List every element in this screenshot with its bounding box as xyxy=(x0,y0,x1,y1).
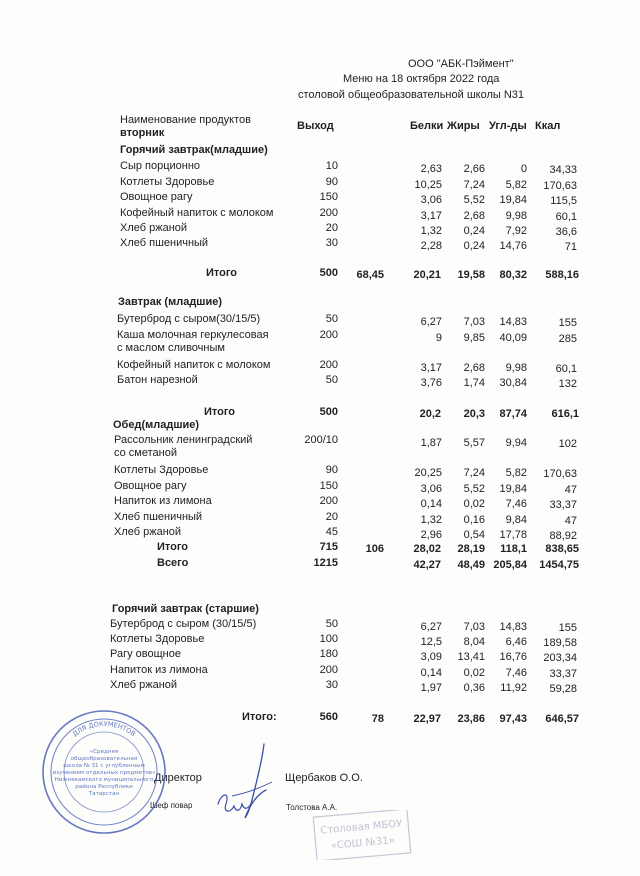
item-carbs: 6,46 xyxy=(505,636,527,648)
signature-image xyxy=(212,742,282,822)
item-protein: 1,32 xyxy=(420,225,442,237)
total-output: 715 xyxy=(319,541,338,553)
item-name: Бутерброд с сыром(30/15/5) xyxy=(117,313,261,325)
total-fat: 28,19 xyxy=(457,543,485,555)
item-output: 200 xyxy=(319,329,338,341)
item-name: Кофейный напиток с молоком xyxy=(117,359,271,371)
item-name: Хлеб ржаной xyxy=(114,526,182,538)
item-carbs: 14,83 xyxy=(499,316,527,328)
item-protein: 6,27 xyxy=(420,316,442,328)
item-name: Кофейный напиток с молоком xyxy=(120,207,274,219)
total-carbs: 87,74 xyxy=(499,408,527,420)
item-name-continued: со сметаной xyxy=(114,447,177,459)
item-name: Хлеб ржаной xyxy=(110,679,178,691)
total-price: 78 xyxy=(371,713,384,725)
item-carbs: 19,84 xyxy=(499,194,527,206)
item-output: 150 xyxy=(319,191,338,203)
item-protein: 1,97 xyxy=(420,682,442,694)
column-header-fat: Жиры xyxy=(447,120,480,132)
item-kcal: 155 xyxy=(558,622,577,634)
stamp-line: района Республики xyxy=(75,784,133,790)
item-protein: 3,06 xyxy=(420,483,442,495)
item-fat: 0,16 xyxy=(463,514,485,526)
item-carbs: 40,09 xyxy=(499,332,527,344)
item-output: 30 xyxy=(325,237,338,249)
total-protein: 42,27 xyxy=(413,559,441,571)
total-carbs: 205,84 xyxy=(493,559,527,571)
school-name: столовой общеобразовательной школы N31 xyxy=(298,89,525,101)
item-fat: 13,41 xyxy=(457,651,485,663)
item-kcal: 115,5 xyxy=(550,195,577,207)
item-carbs: 0 xyxy=(520,163,527,175)
item-protein: 20,25 xyxy=(414,467,442,479)
item-output: 90 xyxy=(325,464,338,476)
item-output: 50 xyxy=(325,313,338,325)
item-name: Рагу овощное xyxy=(110,648,181,660)
item-kcal: 60,1 xyxy=(555,211,577,223)
item-carbs: 5,82 xyxy=(505,179,527,191)
section-title: Горячий завтрак (старшие) xyxy=(112,603,259,615)
weekday-label: вторник xyxy=(120,127,165,139)
org-name: ООО "АБК-Пэймент" xyxy=(408,58,514,70)
director-label: Директор xyxy=(154,772,202,784)
item-fat: 0,02 xyxy=(463,498,485,510)
total-fat: 48,49 xyxy=(457,559,485,571)
total-output: 500 xyxy=(319,406,338,418)
item-carbs: 30,84 xyxy=(499,377,527,389)
item-kcal: 47 xyxy=(564,515,577,527)
item-name: Овощное рагу xyxy=(114,480,187,492)
item-fat: 7,24 xyxy=(463,467,485,479)
total-fat: 23,86 xyxy=(457,713,485,725)
item-protein: 6,27 xyxy=(420,621,442,633)
item-output: 100 xyxy=(319,633,338,645)
item-fat: 5,52 xyxy=(463,194,485,206)
item-output: 200 xyxy=(319,359,338,371)
item-name: Хлеб ржаной xyxy=(120,222,188,234)
item-kcal: 60,1 xyxy=(555,363,577,375)
column-header-protein: Белки xyxy=(410,120,444,132)
item-kcal: 33,37 xyxy=(549,499,577,511)
item-output: 200 xyxy=(319,207,338,219)
item-name: Бутерброд с сыром (30/15/5) xyxy=(110,618,257,630)
total-protein: 28,02 xyxy=(413,543,441,555)
item-name-continued: с маслом сливочным xyxy=(117,342,225,354)
item-kcal: 36,6 xyxy=(555,226,577,238)
column-header-output: Выход xyxy=(297,120,334,132)
total-kcal: 588,16 xyxy=(545,269,579,281)
item-output: 90 xyxy=(325,176,338,188)
column-header-name: Наименование продуктов xyxy=(120,114,251,126)
total-kcal: 1454,75 xyxy=(539,559,579,571)
item-name: Батон нарезной xyxy=(117,374,198,386)
item-protein: 2,96 xyxy=(420,529,442,541)
item-carbs: 9,94 xyxy=(505,437,527,449)
item-output: 200 xyxy=(319,664,338,676)
item-kcal: 132 xyxy=(558,378,577,390)
item-name: Котлеты Здоровье xyxy=(110,633,205,645)
item-carbs: 7,92 xyxy=(505,225,527,237)
item-output: 50 xyxy=(325,374,338,386)
item-output: 10 xyxy=(325,160,338,172)
total-fat: 20,3 xyxy=(463,408,485,420)
item-kcal: 59,28 xyxy=(549,683,577,695)
section-title: Завтрак (младшие) xyxy=(118,296,223,308)
item-output: 20 xyxy=(325,222,338,234)
total-price: 106 xyxy=(365,543,384,555)
menu-date: Меню на 18 октября 2022 года xyxy=(343,73,500,85)
stamp-line: изучением отдельных предметов» xyxy=(52,770,156,776)
item-fat: 5,57 xyxy=(463,437,485,449)
total-carbs: 80,32 xyxy=(499,269,527,281)
item-protein: 2,63 xyxy=(420,163,442,175)
column-header-kcal: Ккал xyxy=(535,120,561,132)
item-name: Напиток из лимона xyxy=(114,495,212,507)
item-fat: 2,68 xyxy=(463,210,485,222)
item-name: Хлеб пшеничный xyxy=(114,511,203,523)
item-kcal: 189,58 xyxy=(543,637,577,649)
total-label: Итого xyxy=(206,267,238,279)
item-protein: 1,87 xyxy=(420,437,442,449)
item-protein: 0,14 xyxy=(420,667,442,679)
total-output: 500 xyxy=(319,267,338,279)
chef-label: Шеф повар xyxy=(150,801,193,810)
item-output: 200 xyxy=(319,495,338,507)
total-kcal: 616,1 xyxy=(551,408,579,420)
item-carbs: 19,84 xyxy=(499,483,527,495)
svg-text:ДЛЯ ДОКУМЕНТОВ xyxy=(71,720,137,738)
item-output: 150 xyxy=(319,480,338,492)
section-title: Обед(младшие) xyxy=(113,419,200,431)
item-protein: 2,28 xyxy=(420,240,442,252)
item-carbs: 9,84 xyxy=(505,514,527,526)
item-kcal: 170,63 xyxy=(543,180,577,192)
total-kcal: 838,65 xyxy=(545,543,579,555)
item-carbs: 5,82 xyxy=(505,467,527,479)
item-carbs: 9,98 xyxy=(505,210,527,222)
stamp-line: общеобразовательная xyxy=(70,756,138,762)
item-fat: 7,24 xyxy=(463,179,485,191)
stamp-line: Татарстан xyxy=(88,791,120,797)
total-protein: 20,2 xyxy=(419,408,441,420)
faint-stamp-line: «СОШ №31» xyxy=(330,835,396,852)
item-carbs: 16,76 xyxy=(499,651,527,663)
item-protein: 3,76 xyxy=(420,377,442,389)
stamp-line: «Средняя xyxy=(89,749,119,755)
total-carbs: 97,43 xyxy=(499,713,527,725)
item-kcal: 170,63 xyxy=(543,468,577,480)
total-output: 1215 xyxy=(313,557,338,569)
item-kcal: 47 xyxy=(564,484,577,496)
item-name: Котлеты Здоровье xyxy=(120,176,215,188)
column-header-carbs: Угл-ды xyxy=(489,120,527,132)
item-fat: 2,68 xyxy=(463,362,485,374)
item-fat: 9,85 xyxy=(463,332,485,344)
faint-stamp-line: Столовая МБОУ xyxy=(319,818,403,837)
item-fat: 0,54 xyxy=(463,529,485,541)
item-kcal: 71 xyxy=(564,241,577,253)
item-protein: 3,17 xyxy=(420,362,442,374)
stamp-line: Нижнекамского муниципального xyxy=(54,777,154,783)
total-carbs: 118,1 xyxy=(500,543,527,555)
item-kcal: 88,92 xyxy=(549,530,577,542)
item-output: 50 xyxy=(325,618,338,630)
item-fat: 7,03 xyxy=(463,316,485,328)
item-name: Овощное рагу xyxy=(120,191,193,203)
total-protein: 22,97 xyxy=(413,713,441,725)
director-name: Щербаков О.О. xyxy=(285,772,363,784)
item-protein: 9 xyxy=(435,332,442,344)
item-kcal: 155 xyxy=(558,317,577,329)
item-name: Напиток из лимона xyxy=(110,664,208,676)
item-protein: 10,25 xyxy=(414,179,442,191)
total-protein: 20,21 xyxy=(413,269,441,281)
item-kcal: 33,37 xyxy=(549,668,577,680)
grand-total-label: Всего xyxy=(157,557,189,569)
stamp-rim-text: ДЛЯ ДОКУМЕНТОВ xyxy=(71,719,138,739)
item-protein: 3,09 xyxy=(420,651,442,663)
item-protein: 1,32 xyxy=(420,514,442,526)
total-label: Итого: xyxy=(242,711,277,723)
item-fat: 2,66 xyxy=(463,163,485,175)
total-label: Итого xyxy=(157,541,189,553)
item-protein: 3,17 xyxy=(420,210,442,222)
item-name: Котлеты Здоровье xyxy=(114,464,209,476)
item-protein: 3,06 xyxy=(420,194,442,206)
item-fat: 0,36 xyxy=(463,682,485,694)
total-fat: 19,58 xyxy=(457,269,485,281)
item-name: Каша молочная геркулесовая xyxy=(117,329,269,341)
item-protein: 12,5 xyxy=(420,636,442,648)
item-name: Хлеб пшеничный xyxy=(120,237,209,249)
total-kcal: 646,57 xyxy=(545,713,579,725)
item-kcal: 285 xyxy=(558,333,577,345)
item-carbs: 14,76 xyxy=(499,240,527,252)
stamp-line: школа № 31 с углубленным xyxy=(63,763,145,769)
item-name: Рассольник ленинградский xyxy=(114,434,253,446)
item-carbs: 11,92 xyxy=(500,682,527,694)
total-price: 68,45 xyxy=(356,269,384,281)
item-output: 200/10 xyxy=(304,434,338,446)
item-carbs: 7,46 xyxy=(505,667,527,679)
item-output: 45 xyxy=(325,526,338,538)
school-stamp-image xyxy=(40,708,168,836)
item-fat: 0,24 xyxy=(463,225,485,237)
total-label: Итого xyxy=(204,406,236,418)
item-carbs: 14,83 xyxy=(499,621,527,633)
item-fat: 0,24 xyxy=(463,240,485,252)
item-fat: 8,04 xyxy=(463,636,485,648)
item-fat: 5,52 xyxy=(463,483,485,495)
item-fat: 7,03 xyxy=(463,621,485,633)
item-fat: 1,74 xyxy=(463,377,485,389)
item-carbs: 17,78 xyxy=(499,529,527,541)
item-carbs: 9,98 xyxy=(505,362,527,374)
total-output: 560 xyxy=(319,711,338,723)
item-carbs: 7,46 xyxy=(505,498,527,510)
item-kcal: 102 xyxy=(558,438,577,450)
item-output: 180 xyxy=(319,648,338,660)
item-fat: 0,02 xyxy=(463,667,485,679)
canteen-stamp-image xyxy=(312,810,412,860)
item-kcal: 203,34 xyxy=(543,652,577,664)
item-name: Сыр порционно xyxy=(120,160,201,172)
item-protein: 0,14 xyxy=(420,498,442,510)
item-kcal: 34,33 xyxy=(549,164,577,176)
section-title: Горячий завтрак(младшие) xyxy=(120,144,268,156)
chef-name: Толстова А.А. xyxy=(286,803,338,812)
item-output: 30 xyxy=(325,679,338,691)
item-output: 20 xyxy=(325,511,338,523)
